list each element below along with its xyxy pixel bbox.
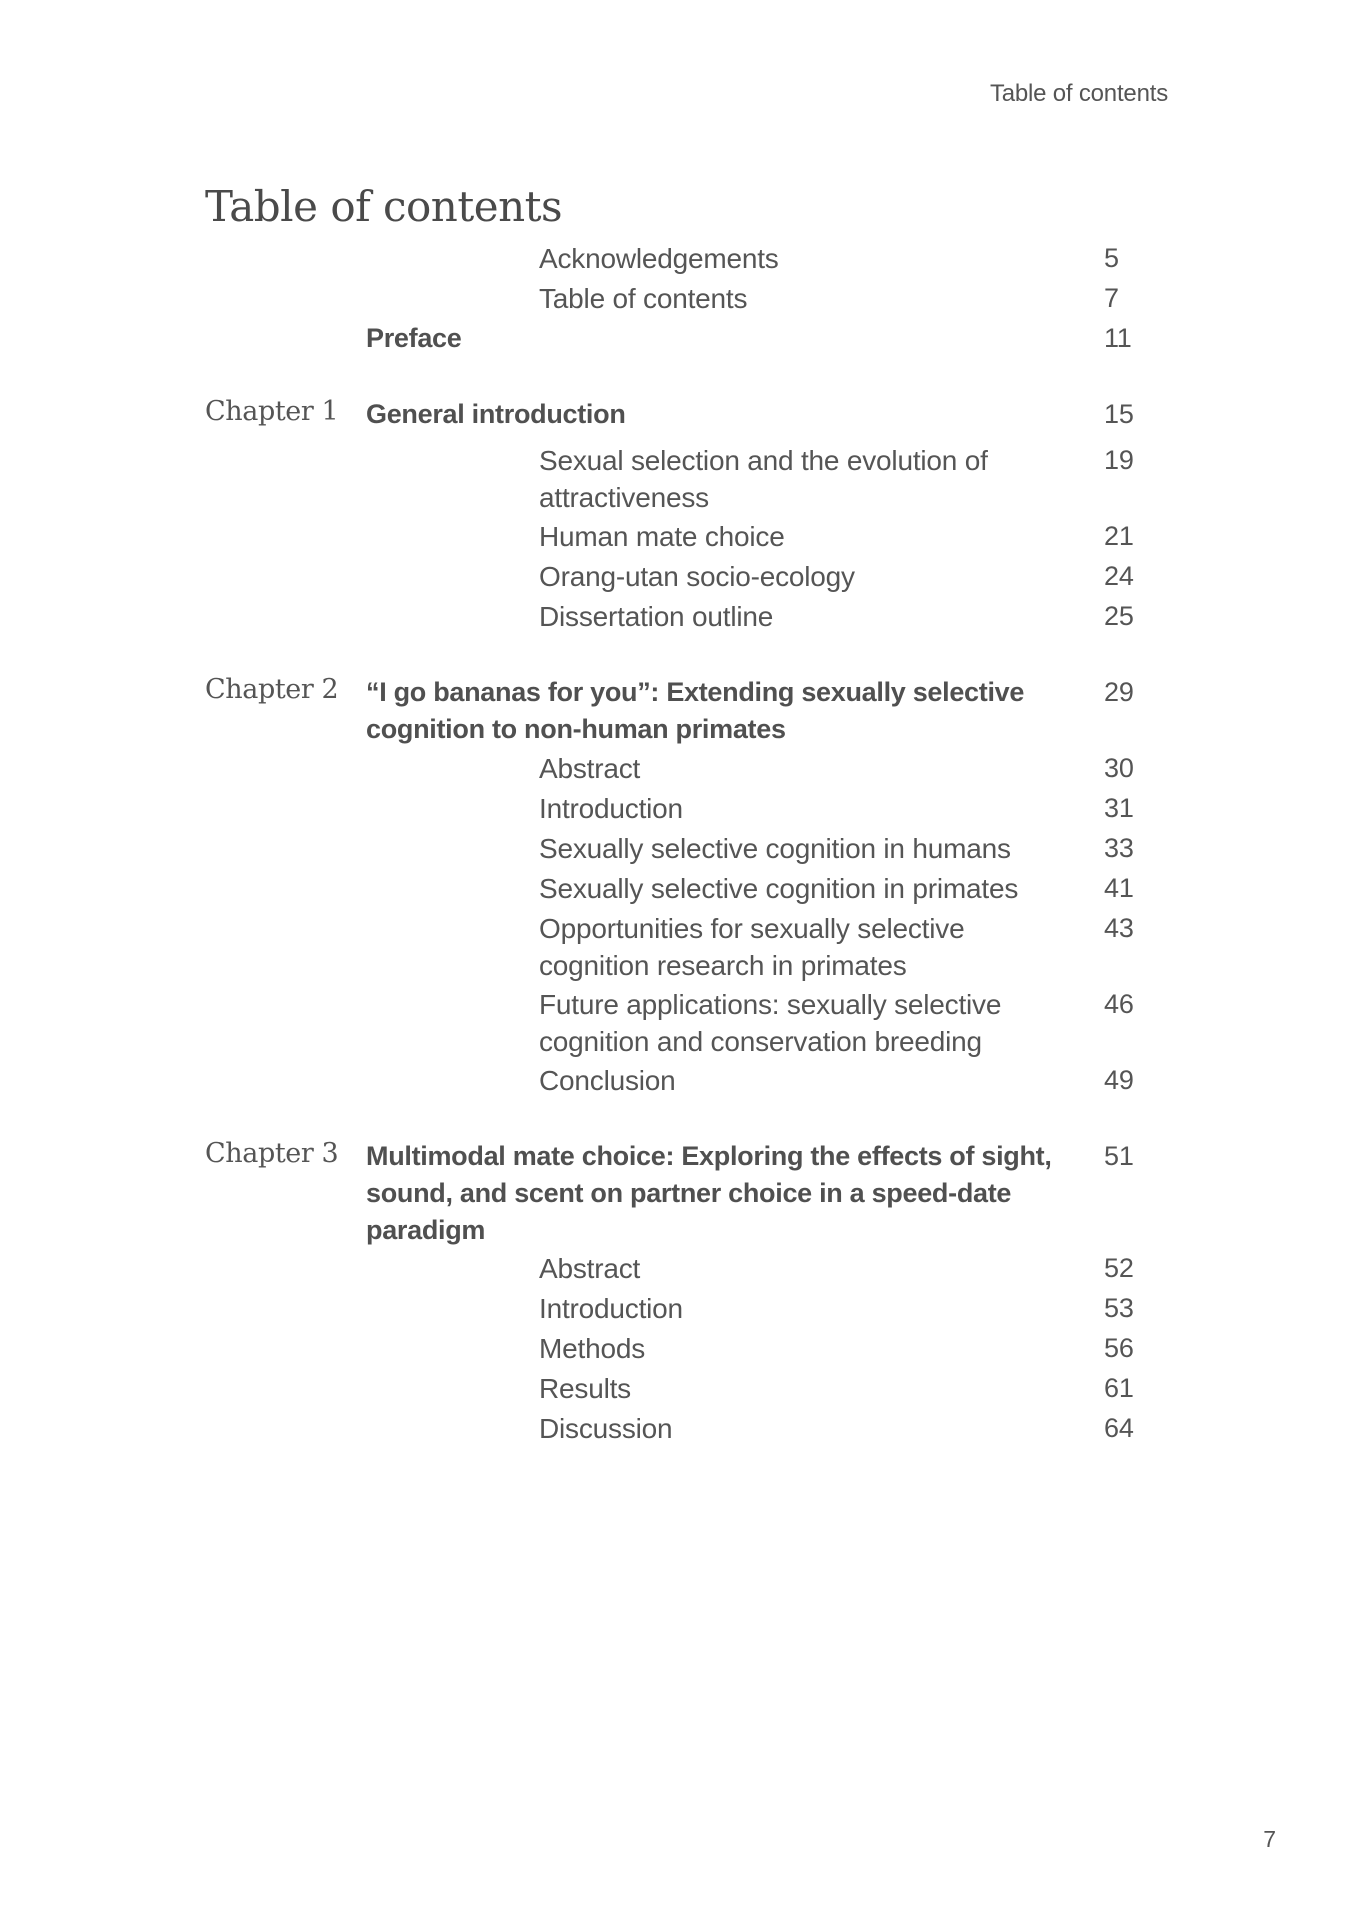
page-number-footer: 7 <box>1263 1826 1276 1852</box>
page-number: 11 <box>1104 323 1132 353</box>
page-number: 15 <box>1104 399 1134 429</box>
entry-title: Abstract <box>539 1253 641 1284</box>
page-number: 52 <box>1104 1253 1134 1283</box>
page-number: 64 <box>1104 1413 1134 1443</box>
chapter-label: Chapter 2 <box>205 674 339 705</box>
entry-title: Introduction <box>539 1293 683 1324</box>
entry-title: Table of contents <box>539 283 748 314</box>
entry-title: Sexually selective cognition in primates <box>539 873 1019 904</box>
entry-title: Human mate choice <box>539 521 785 552</box>
page-number: 25 <box>1104 601 1134 631</box>
page-number: 5 <box>1104 243 1119 273</box>
chapter-title: Multimodal mate choice: Exploring the effects of sight, sound, and scent on partner choice in a speed-date paradigm <box>366 1141 1052 1245</box>
page-title: Table of contents <box>205 182 563 231</box>
entry-title: Acknowledgements <box>539 243 779 274</box>
page-number: 46 <box>1104 989 1134 1019</box>
page-number: 24 <box>1104 561 1134 591</box>
page-number: 7 <box>1104 283 1119 313</box>
entry-title: Future applications: sexually selective cognition and conservation breeding <box>539 989 1002 1057</box>
page-number: 51 <box>1104 1141 1134 1171</box>
entry-title: Orang-utan socio-ecology <box>539 561 855 592</box>
page-number: 21 <box>1104 521 1134 551</box>
chapter-title: “I go bananas for you”: Extending sexually selective cognition to non-human primates <box>366 677 1025 744</box>
entry-title: Conclusion <box>539 1065 676 1096</box>
page-number: 43 <box>1104 913 1134 943</box>
entry-title: Results <box>539 1373 631 1404</box>
entry-title: Methods <box>539 1333 645 1364</box>
page-number: 61 <box>1104 1373 1134 1403</box>
chapter-label: Chapter 3 <box>205 1138 339 1169</box>
running-header: Table of contents <box>989 80 1168 107</box>
entry-title: Dissertation outline <box>539 601 774 632</box>
page-number: 29 <box>1104 677 1134 707</box>
entry-title: Sexually selective cognition in humans <box>539 833 1011 864</box>
preface-title: Preface <box>366 323 462 353</box>
page-number: 30 <box>1104 753 1134 783</box>
page-number: 19 <box>1104 445 1134 475</box>
chapter-title: General introduction <box>366 399 626 429</box>
page-number: 49 <box>1104 1065 1134 1095</box>
entry-title: Introduction <box>539 793 683 824</box>
chapter-label: Chapter 1 <box>205 396 339 427</box>
page-number: 33 <box>1104 833 1134 863</box>
page-number: 56 <box>1104 1333 1134 1363</box>
page-number: 53 <box>1104 1293 1134 1323</box>
entry-title: Discussion <box>539 1413 673 1444</box>
entry-title: Opportunities for sexually selective cognition research in primates <box>539 913 965 981</box>
page-number: 41 <box>1104 873 1134 903</box>
entry-title: Abstract <box>539 753 641 784</box>
page-number: 31 <box>1104 793 1134 823</box>
entry-title: Sexual selection and the evolution of attractiveness <box>539 445 988 513</box>
